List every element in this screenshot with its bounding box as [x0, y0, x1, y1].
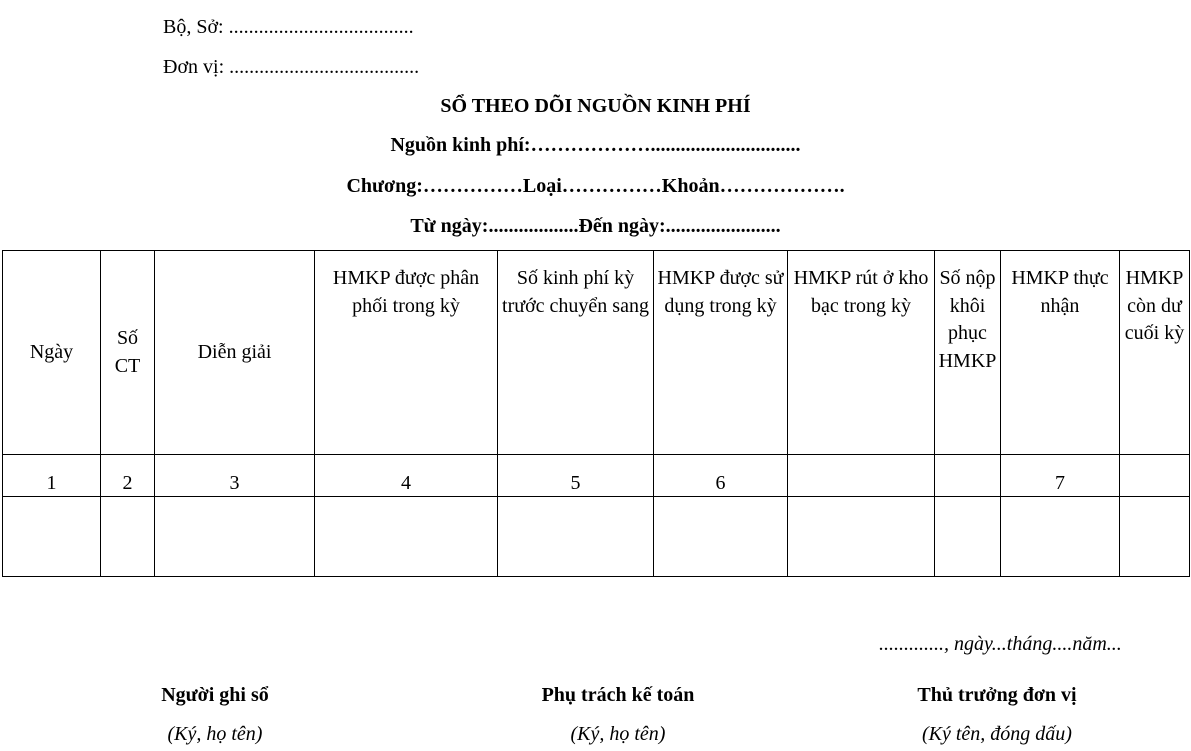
unit-line: Đơn vị: ......................................	[163, 56, 420, 78]
column-number-row	[3, 455, 1190, 497]
column-number: 7	[1001, 455, 1120, 497]
chapter-type-item-line: Chương:……………Loại……………Khoản……………….	[346, 175, 845, 197]
signature-title-chief-accountant: Phụ trách kế toán	[541, 684, 695, 706]
signature-note-unit-head: (Ký tên, đóng dấu)	[922, 723, 1072, 745]
column-number: 2	[101, 455, 155, 497]
column-number	[935, 455, 1001, 497]
column-number: 5	[498, 455, 654, 497]
column-header: HMKP còn dư cuối kỳ	[1120, 251, 1190, 455]
table-row	[3, 497, 1190, 577]
table-cell	[1001, 497, 1120, 577]
funding-ledger-table	[2, 250, 1190, 577]
date-range-line: Từ ngày:..................Đến ngày:.......................	[410, 215, 781, 237]
column-number	[788, 455, 935, 497]
ministry-department-line: Bộ, Sở: .....................................	[163, 16, 414, 38]
table-cell	[1120, 497, 1190, 577]
date-place-line: ............., ngày...tháng....năm...	[879, 633, 1122, 655]
column-header: Số kinh phí kỳ trước chuyển sang	[498, 251, 654, 455]
table-cell	[315, 497, 498, 577]
column-number	[1120, 455, 1190, 497]
column-header: Diễn giải	[155, 251, 315, 455]
table-cell	[155, 497, 315, 577]
table-header-row	[3, 251, 1190, 455]
column-header: HMKP được sử dụng trong kỳ	[654, 251, 788, 455]
column-header: HMKP được phân phối trong kỳ	[315, 251, 498, 455]
column-number: 3	[155, 455, 315, 497]
column-number: 6	[654, 455, 788, 497]
funding-source-line: Nguồn kinh phí:………………..............................	[390, 134, 801, 156]
column-header: HMKP rút ở kho bạc trong kỳ	[788, 251, 935, 455]
signature-title-recorder: Người ghi sổ	[161, 684, 269, 706]
document-title: SỔ THEO DÕI NGUỒN KINH PHÍ	[440, 95, 751, 117]
signature-title-unit-head: Thủ trưởng đơn vị	[917, 684, 1077, 706]
signature-note-recorder: (Ký, họ tên)	[167, 723, 263, 745]
table-cell	[101, 497, 155, 577]
signature-note-chief-accountant: (Ký, họ tên)	[570, 723, 666, 745]
table-cell	[498, 497, 654, 577]
column-number: 1	[3, 455, 101, 497]
column-number: 4	[315, 455, 498, 497]
table-cell	[3, 497, 101, 577]
table-cell	[935, 497, 1001, 577]
table-cell	[788, 497, 935, 577]
column-header: HMKP thực nhận	[1001, 251, 1120, 455]
column-header: Ngày	[3, 251, 101, 455]
column-header: Số CT	[101, 251, 155, 455]
column-header: Số nộp khôi phục HMKP	[935, 251, 1001, 455]
table-cell	[654, 497, 788, 577]
